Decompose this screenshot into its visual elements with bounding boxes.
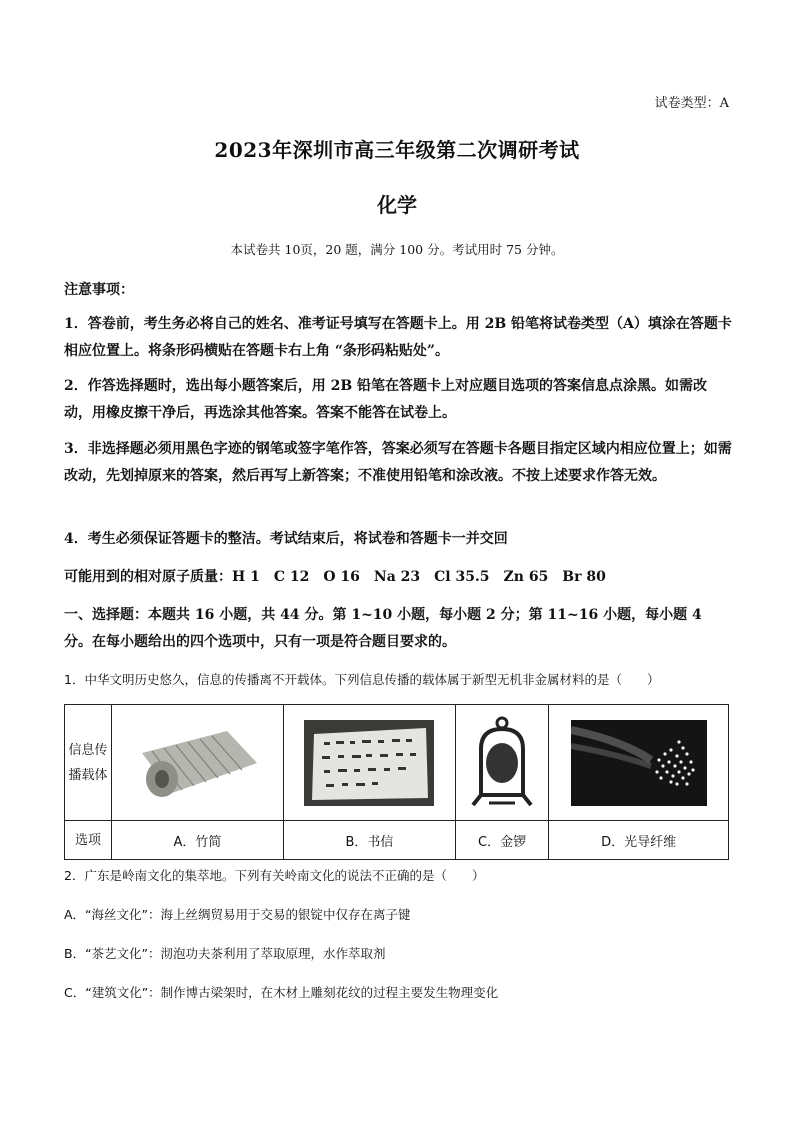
question-1-stem: 1．中华文明历史悠久，信息的传播离不开载体。下列信息传播的载体属于新型无机非金属材料的是（ ） xyxy=(64,672,660,687)
note-item-3: 3．非选择题必须用黑色字迹的钢笔或签字笔作答，答案必须写在答题卡各题目指定区域内相应位置上；如需改动，先划掉原来的答案，然后再写上新答案；不准使用铅笔和涂改液。不按上述要求作答无效。 xyxy=(64,441,732,484)
q2-option-a: A．“海丝文化”：海上丝绸贸易用于交易的银锭中仅存在离子键 xyxy=(64,907,411,922)
optical-fiber-image xyxy=(549,705,729,821)
section-heading: 一、选择题：本题共 16 小题，共 44 分。第 1~10 小题，每小题 2 分；第 11~16 小题，每小题 4 分。在每小题给出的四个选项中，只有一项是符合题目要求的。 xyxy=(64,607,702,650)
q2-option-b: B．“茶艺文化”：沏泡功夫茶利用了萃取原理，水作萃取剂 xyxy=(64,946,386,961)
notes-heading: 注意事项： xyxy=(64,282,134,298)
exam-title: 2023年深圳市高三年级第二次调研考试 xyxy=(214,138,580,162)
letter-image xyxy=(283,705,455,821)
note-item-2: 2．作答选择题时，选出每小题答案后，用 2B 铅笔在答题卡上对应题目选项的答案信息点涂黑。如需改动，用橡皮擦干净后，再选涂其他答案。答案不能答在试卷上。 xyxy=(64,378,708,421)
option-row-label: 选项 xyxy=(65,821,112,860)
note-item-4: 4．考生必须保证答题卡的整洁。考试结束后，将试卷和答题卡一并交回 xyxy=(64,531,508,547)
question-2-stem: 2．广东是岭南文化的集萃地。下列有关岭南文化的说法不正确的是（ ） xyxy=(64,868,485,883)
bamboo-slips-image xyxy=(112,705,284,821)
atomic-masses: 可能用到的相对原子质量：H 1 C 12 O 16 Na 23 Cl 35.5 Zn 65 Br 80 xyxy=(64,569,606,585)
carrier-row-label: 信息传播载体 xyxy=(65,705,112,821)
note-item-1: 1．答卷前，考生务必将自己的姓名、准考证号填写在答题卡上。用 2B 铅笔将试卷类型（A）填涂在答题卡相应位置上。将条形码横贴在答题卡右上角 “条形码粘贴处”。 xyxy=(64,316,732,359)
exam-type: 试卷类型：A xyxy=(654,96,729,111)
option-b: B．书信 xyxy=(283,821,455,860)
exam-info: 本试卷共 10页，20 题，满分 100 分。考试用时 75 分钟。 xyxy=(230,242,564,257)
option-a: A．竹简 xyxy=(112,821,284,860)
subject-title: 化学 xyxy=(377,193,417,217)
gong-image xyxy=(455,705,548,821)
carrier-table xyxy=(64,704,729,860)
option-c: C．金锣 xyxy=(455,821,548,860)
q2-option-c: C．“建筑文化”：制作博古梁架时，在木材上雕刻花纹的过程主要发生物理变化 xyxy=(64,985,499,1000)
option-d: D．光导纤维 xyxy=(549,821,729,860)
